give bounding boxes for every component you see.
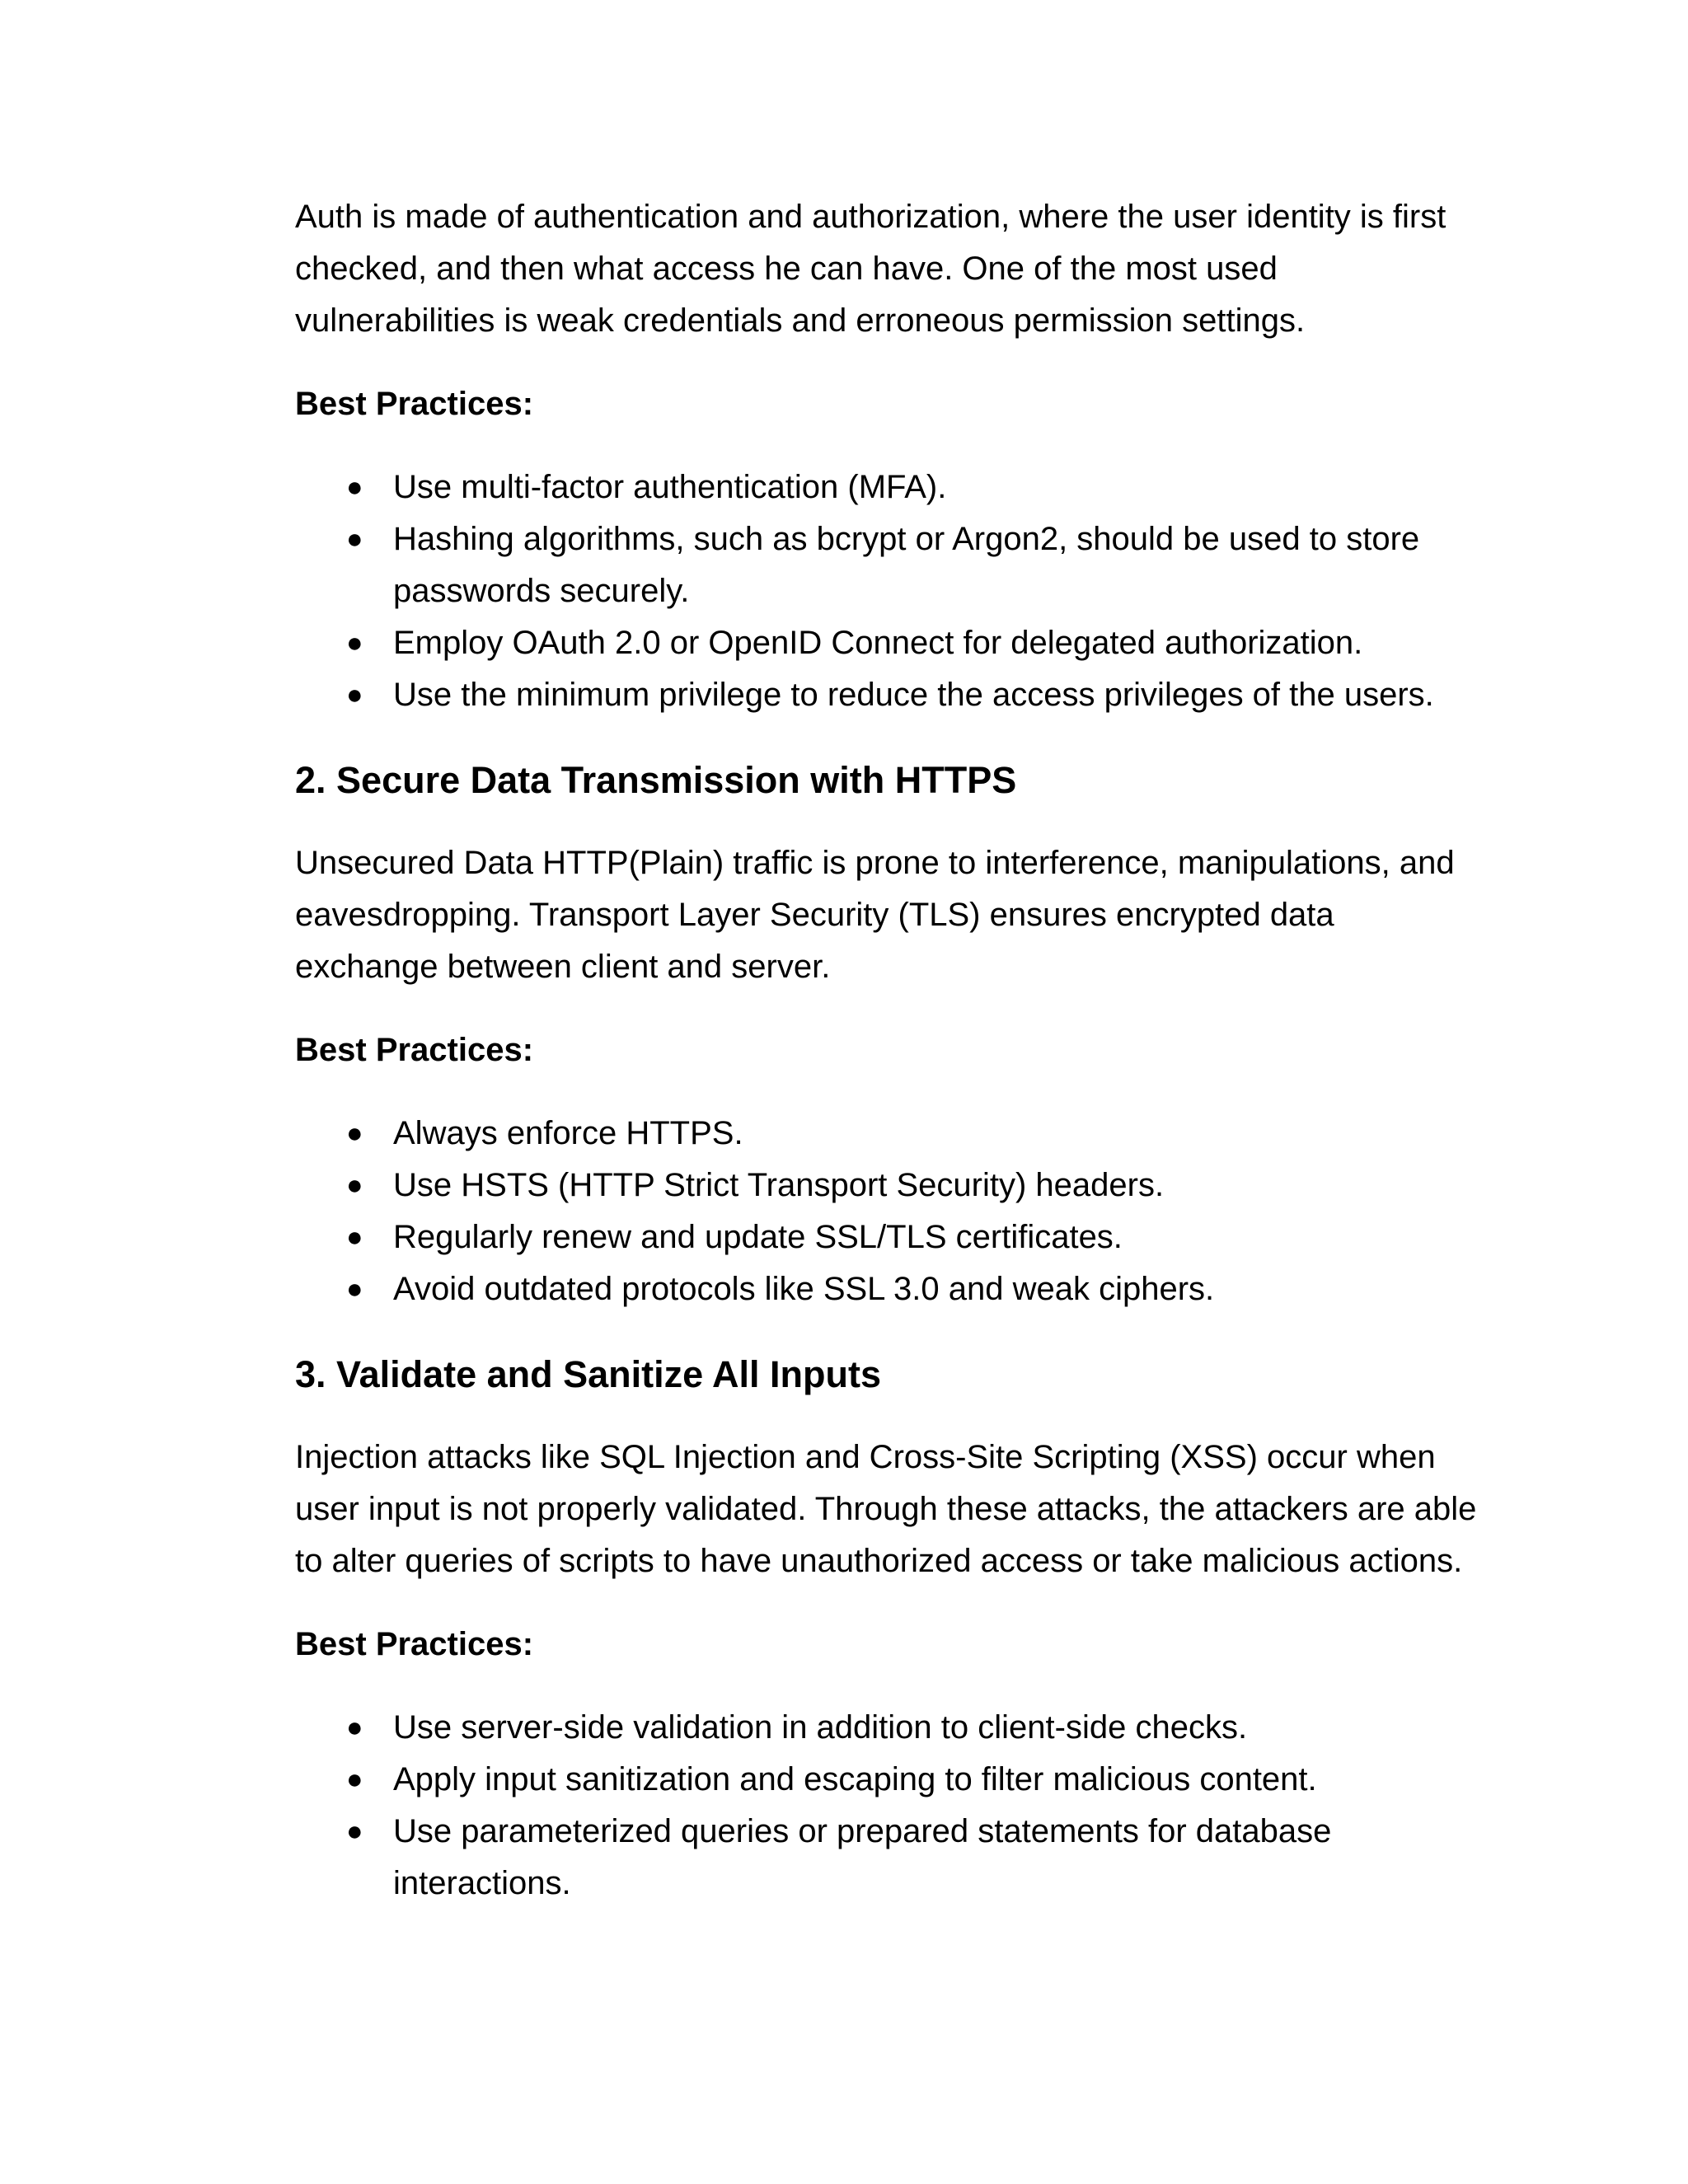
bullet-icon: ● xyxy=(346,1221,363,1253)
bullet-icon: ● xyxy=(346,1764,363,1795)
section-paragraph: Injection attacks like SQL Injection and Cross-Site Scripting (XSS) occur when user input is not properly validated. Through these attacks, the attackers are able to alter queries of scripts to have unauthorized access or take malicious actions. xyxy=(295,1439,1477,1579)
list-item-text: Use multi-factor authentication (MFA). xyxy=(393,469,947,505)
list-item-text: Employ OAuth 2.0 or OpenID Connect for delegated authorization. xyxy=(393,625,1363,661)
list-item xyxy=(295,513,1482,617)
best-practices-label: Best Practices: xyxy=(295,1626,534,1662)
list-item xyxy=(295,1754,1482,1806)
list-item-text: Hashing algorithms, such as bcrypt or Argon2, should be used to store passwords securely. xyxy=(393,521,1420,609)
list-item-text: Avoid outdated protocols like SSL 3.0 and weak ciphers. xyxy=(393,1271,1215,1307)
list-item xyxy=(295,1212,1482,1263)
list-item xyxy=(295,1263,1482,1315)
list-item-text: Use parameterized queries or prepared statements for database interactions. xyxy=(393,1813,1332,1901)
list-item-text: Use server-side validation in addition to client-side checks. xyxy=(393,1709,1248,1746)
list-item-text: Use HSTS (HTTP Strict Transport Security) headers. xyxy=(393,1167,1165,1203)
list-item xyxy=(295,1806,1482,1910)
list-item xyxy=(295,1702,1482,1754)
section-paragraph: Unsecured Data HTTP(Plain) traffic is prone to interference, manipulations, and eavesdropping. Transport Layer Security (TLS) ensures encrypted data exchange between client and server. xyxy=(295,845,1455,985)
list-item-text: Regularly renew and update SSL/TLS certificates. xyxy=(393,1219,1123,1255)
bullet-icon: ● xyxy=(346,1816,363,1847)
section-heading: 2. Secure Data Transmission with HTTPS xyxy=(295,759,1017,801)
list-item xyxy=(295,1108,1482,1160)
bullet-icon: ● xyxy=(346,471,363,503)
intro-paragraph: Auth is made of authentication and authorization, where the user identity is first checked, and then what access he can have. One of the most used vulnerabilities is weak credentials and erroneous permission settings. xyxy=(295,199,1447,339)
list-item-text: Apply input sanitization and escaping to filter malicious content. xyxy=(393,1761,1317,1797)
bullet-list xyxy=(295,462,1482,721)
bullet-icon: ● xyxy=(346,1712,363,1743)
best-practices-label: Best Practices: xyxy=(295,386,534,422)
list-item xyxy=(295,669,1482,721)
bullet-list xyxy=(295,1108,1482,1315)
list-item xyxy=(295,1160,1482,1212)
section-heading: 3. Validate and Sanitize All Inputs xyxy=(295,1353,881,1395)
list-item xyxy=(295,617,1482,669)
bullet-icon: ● xyxy=(346,627,363,658)
bullet-list xyxy=(295,1702,1482,1910)
document-page xyxy=(295,191,1482,1943)
bullet-icon: ● xyxy=(346,1169,363,1201)
bullet-icon: ● xyxy=(346,1273,363,1305)
bullet-icon: ● xyxy=(346,679,363,710)
best-practices-label: Best Practices: xyxy=(295,1032,534,1068)
list-item-text: Use the minimum privilege to reduce the access privileges of the users. xyxy=(393,677,1434,713)
list-item xyxy=(295,462,1482,513)
list-item-text: Always enforce HTTPS. xyxy=(393,1115,743,1151)
bullet-icon: ● xyxy=(346,1118,363,1149)
bullet-icon: ● xyxy=(346,523,363,555)
